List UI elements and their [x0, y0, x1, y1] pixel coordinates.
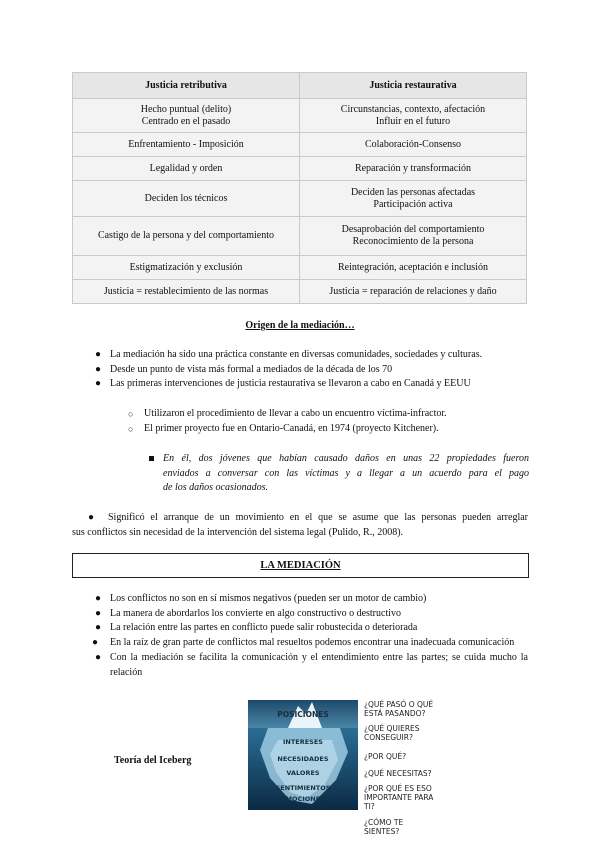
iceberg-layer-label: POSICIONES — [277, 710, 329, 719]
bullet-dot-icon: ● — [94, 349, 102, 360]
list-item: ● Con la mediación se facilita la comunicación y el entendimiento entre las partes; se cuida mucho la relación — [92, 651, 528, 680]
table-cell: Reparación y transformación — [300, 157, 527, 181]
mediacion-title: LA MEDIACIÓN — [260, 560, 341, 571]
list-item: ● La relación entre las partes en conflicto puede salir robustecida o deteriorada — [92, 621, 528, 636]
circle-bullet-icon: ○ — [128, 409, 134, 419]
bullet-dot-icon: ● — [94, 593, 102, 604]
mediacion-bullet-list — [92, 592, 528, 680]
origen-bullet-list — [92, 348, 532, 392]
table-header-cell: Justicia retributiva — [73, 73, 300, 99]
bullet-dot-icon: ● — [94, 651, 102, 663]
table-cell: Enfrentamiento - Imposición — [73, 133, 300, 157]
table-row — [73, 280, 527, 304]
iceberg-image — [248, 700, 358, 810]
list-item: ● Desde un punto de vista más formal a mediados de la década de los 70 — [92, 363, 532, 378]
origen-title: Origen de la mediación… — [245, 320, 355, 331]
iceberg-layer-label: NECESIDADES — [277, 755, 329, 763]
kitchener-description: En él, dos jóvenes que habían causado daños en unas 22 propiedades fueron enviados a conversar con las víctimas y a llegar a un acuerdo para el pago de los daños ocasionados. — [163, 452, 529, 496]
justice-comparison-table — [72, 72, 527, 304]
bullet-dot-icon: ● — [94, 607, 102, 619]
table-cell: Justicia = reparación de relaciones y daño — [300, 280, 527, 304]
table-cell: Reintegración, aceptación e inclusión — [300, 256, 527, 280]
table-row — [73, 217, 527, 256]
bullet-dot-icon: ● — [94, 622, 102, 634]
table-cell: Justicia = restablecimiento de las normas — [73, 280, 300, 304]
square-bullet-icon — [149, 456, 154, 461]
table-cell: Hecho puntual (delito) Centrado en el pasado — [73, 99, 300, 133]
table-row — [73, 181, 527, 217]
table-cell: Estigmatización y exclusión — [73, 256, 300, 280]
significado-paragraph: ● Significó el arranque de un movimiento en el que se asume que las personas pueden arreglar sus conflictos sin necesidad de la intervención del sistema legal (Pulido, R., 2008). — [72, 512, 528, 538]
iceberg-question: ¿QUÉ NECESITAS? — [364, 769, 432, 778]
list-item: ● En la raíz de gran parte de conflictos mal resueltos podemos encontrar una inadecuada comunicación — [92, 636, 528, 651]
mediacion-heading-box — [72, 553, 529, 578]
table-cell: Deciden las personas afectadas Participación activa — [300, 181, 527, 217]
iceberg-question: ¿POR QUÉ? — [364, 752, 407, 761]
list-item: ● Las primeras intervenciones de justicia restaurativa se llevaron a cabo en Canadá y EEUU — [92, 377, 532, 392]
table-cell: Colaboración-Consenso — [300, 133, 527, 157]
table-cell: Deciden los técnicos — [73, 181, 300, 217]
iceberg-diagram — [248, 700, 358, 810]
table-row — [73, 99, 527, 133]
circle-bullet-icon: ○ — [128, 424, 134, 434]
table-row — [73, 157, 527, 181]
bullet-dot-icon: ● — [88, 512, 95, 523]
iceberg-layer-label: VALORES — [286, 769, 320, 777]
bullet-dot-icon: ● — [94, 378, 102, 390]
table-row — [73, 256, 527, 280]
table-header-row — [73, 73, 527, 99]
iceberg-question: ¿CÓMO TE SIENTES? — [364, 818, 404, 836]
table-cell: Legalidad y orden — [73, 157, 300, 181]
table-cell: Circunstancias, contexto, afectación Influir en el futuro — [300, 99, 527, 133]
list-item: ● La mediación ha sido una práctica constante en diversas comunidades, sociedades y culturas. — [92, 348, 532, 363]
iceberg-layer-label: EMOCIONES — [281, 795, 325, 803]
list-item: ● La manera de abordarlos los convierte en algo constructivo o destructivo — [92, 607, 528, 622]
list-item: ● Los conflictos no son en sí mismos negativos (pueden ser un motor de cambio) — [92, 592, 528, 607]
iceberg-question: ¿POR QUÉ ES ESO IMPORTANTE PARA TI? — [364, 784, 434, 811]
table-cell: Castigo de la persona y del comportamiento — [73, 217, 300, 256]
table-cell: Desaprobación del comportamiento Reconocimiento de la persona — [300, 217, 527, 256]
iceberg-theory-label: Teoría del Iceberg — [114, 755, 192, 766]
bullet-dot-icon: ● — [94, 363, 102, 375]
iceberg-question: ¿QUÉ PASÓ O QUÉ ESTÁ PASANDO? — [364, 700, 434, 718]
table-row — [73, 133, 527, 157]
iceberg-layer-label: SENTIMIENTOS — [275, 784, 331, 792]
iceberg-question: ¿QUÉ QUIERES CONSEGUIR? — [364, 724, 420, 742]
table-header-cell: Justicia restaurativa — [300, 73, 527, 99]
iceberg-layer-label: INTERESES — [283, 738, 323, 746]
document-page: Justicia retributiva Justicia restaurativa Hecho puntual (delito) Centrado en el pasado Circunstancias, contexto, afectación Influir en el futuro Enfrentamiento - Imposición Colaboración-Consenso Legalidad y orden Reparación y transformación Deciden los técnicos Deciden las personas afectadas Participación activa Castigo de la persona y del comportamiento Desaprobación del comportamiento Reconocimiento de la persona Estigmatización y exclusión Reintegración, aceptación e inclusión Justicia = restablecimiento de las normas Justicia = reparación de relaciones y daño Origen de la mediación… ● La mediación ha sido una práctica constante en diversas comunidades, sociedades y culturas. ● Desde un punto de vista más formal a mediados de la década de los 70 ● Las primeras intervenciones de justicia restaurativa se llevaron a cabo en Canadá y EEUU ○ Utilizaron el procedimiento de llevar a cabo un encuentro víctima-infractor. ○ El primer proyecto fue en Ontario-Canadá, en 1974 (proyecto Kitchener). En él, dos jóvenes que habían causado daños en unas 22 propiedades fueron enviados a conversar con las víctimas y a llegar a un acuerdo para el pago de los daños ocasionados. ● Significó el arranque de un movimiento en el que se asume que las personas pueden arreglar sus conflictos sin necesidad de la intervención del sistema legal (Pulido, R., 2008). LA MEDIACIÓN ● Los conflictos no son en sí mismos negativos (pueden ser un motor de cambio) ● La manera de abordarlos los convierte en algo constructivo o destructivo ● La relación entre las partes en conflicto puede salir robustecida o deteriorada ● En la raíz de gran parte de conflictos mal resueltos podemos encontrar una inadecuada comunicación ● Con la mediación se facilita la comunicación y el entendimiento entre las partes; se cuida mucho la relación Teoría del Iceberg POSICIONES INTERESES NECESIDADES VALORES SENTIMIENTOS EMOCIONES ¿QUÉ PASÓ O QUÉ ESTÁ PASANDO? ¿QUÉ QUIERES CONSEGUIR? ¿POR QUÉ? ¿QUÉ NECESITAS? ¿POR QUÉ ES ESO IMPORTANTE PARA TI? ¿CÓMO TE SIENTES? — [0, 0, 600, 848]
bullet-dot-icon: ● — [92, 637, 99, 649]
